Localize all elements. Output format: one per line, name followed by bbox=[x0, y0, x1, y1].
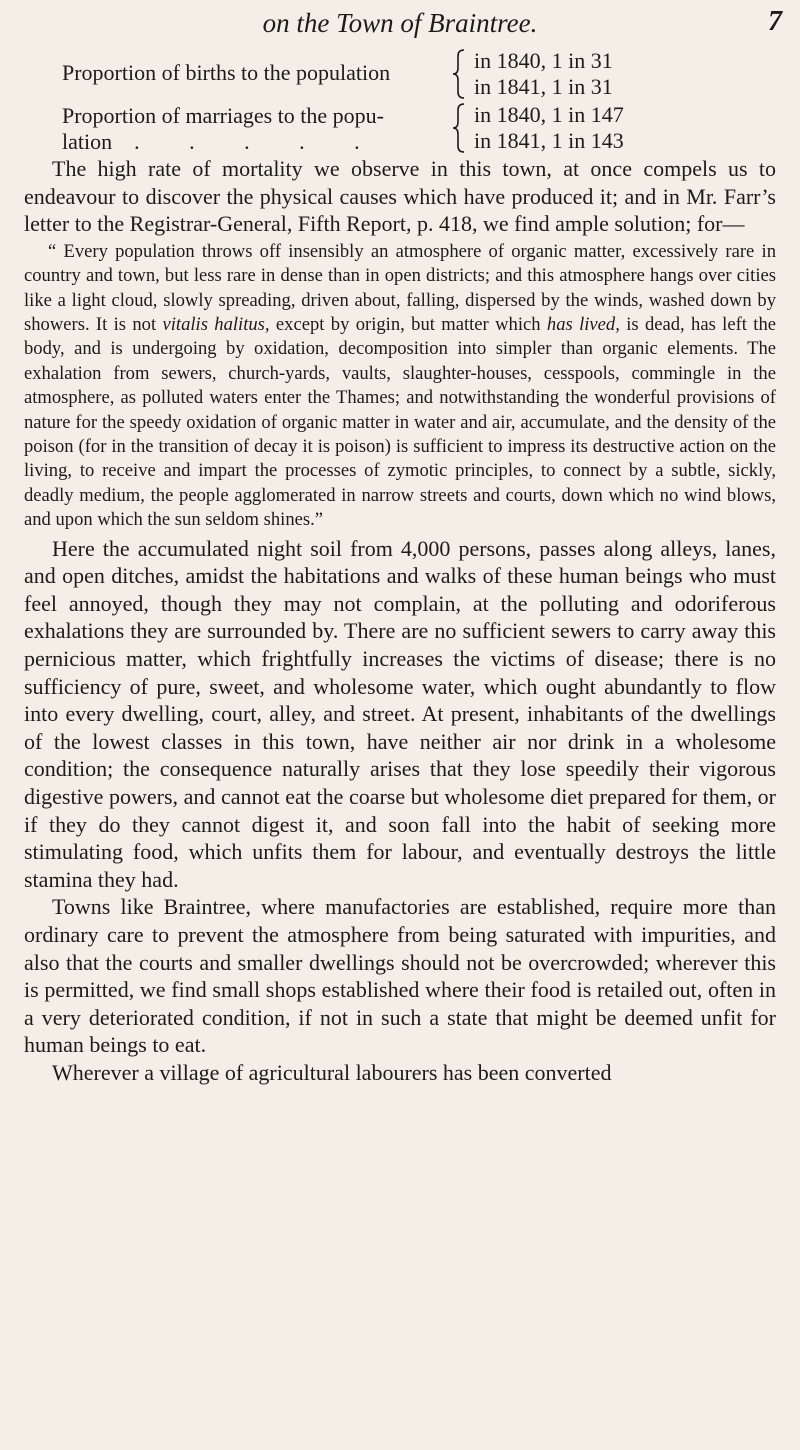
running-head-title: on the Town of Braintree. bbox=[262, 8, 538, 38]
marriages-value-1840: in 1840, 1 in 147 bbox=[474, 102, 624, 127]
births-value-1841: in 1841, 1 in 31 bbox=[474, 74, 613, 99]
marriages-value-1841: in 1841, 1 in 143 bbox=[474, 128, 624, 153]
running-head bbox=[0, 6, 800, 46]
quotation-emphasis-2: has lived, bbox=[546, 314, 620, 335]
left-brace bbox=[452, 102, 466, 154]
marriages-label-line-2: lation bbox=[62, 129, 113, 154]
leader-dots: . . . . . bbox=[134, 129, 382, 154]
births-label: Proportion of births to the population bbox=[62, 60, 391, 85]
births-values bbox=[474, 48, 613, 100]
marriages-label bbox=[62, 103, 452, 155]
quotation-part-2: except by origin, but matter which bbox=[269, 314, 547, 335]
paragraph-mortality: The high rate of mortality we observe in this town, at once compels us to endeavour to discover the physical causes which have produced it; and in Mr. Farr’s letter to the Registrar-General, Fifth Report, p. 418, we find ample solution; for— bbox=[24, 156, 776, 237]
quotation-farr bbox=[24, 240, 776, 533]
marriages-proportion-row bbox=[62, 102, 762, 156]
body-text bbox=[24, 155, 776, 1087]
marriages-values bbox=[474, 102, 624, 154]
statistics-table bbox=[62, 48, 762, 156]
paragraph-towns: Towns like Braintree, where manufactories are established, require more than ordinary care to prevent the atmosphere from being saturated with impurities, and also that the courts and smaller dwellings should not be overcrowded; wherever this is permitted, we find small shops established where their food is retailed out, often in a very deteriorated condition, if not in such a state that might be deemed unfit for human beings to eat. bbox=[24, 894, 776, 1058]
births-proportion-row bbox=[62, 48, 762, 102]
page-number: 7 bbox=[768, 6, 782, 37]
marriages-label-line-1: Proportion of marriages to the popu- bbox=[62, 103, 384, 128]
births-value-1840: in 1840, 1 in 31 bbox=[474, 48, 613, 73]
paragraph-village: Wherever a village of agricultural labourers has been converted bbox=[52, 1059, 612, 1085]
quotation-part-3: is dead, has left the body, and is undergoing by oxidation, decomposition into simpler than organic elements. The exhalation from sewers, church-yards, vaults, slaughter-houses, cesspools, commingle in the atmosphere, as polluted waters enter the Thames; and notwithstanding the wonderful provisions of nature for the speedy oxidation of organic matter in water and air, accumulate, and the density of the poison (for in the transition of decay it is poison) is sufficient to impress its destructive action on the living, to receive and impart the processes of zymotic principles, to connect by a subtle, sickly, deadly medium, the people agglomerated in narrow streets and courts, down which no wind blows, and upon which the sun seldom shines.” bbox=[24, 314, 777, 531]
quotation-emphasis-1: vitalis halitus, bbox=[162, 314, 270, 335]
paragraph-night-soil: Here the accumulated night soil from 4,000 persons, passes along alleys, lanes, and open ditches, amidst the habitations and walks of these human beings who must feel annoyed, though they may not complain, at the polluting and odoriferous exhalations they are surrounded by. There are no sufficient sewers to carry away this pernicious matter, which frightfully increases the victims of disease; there is no sufficiency of pure, sweet, and wholesome water, which ought abundantly to flow into every dwelling, court, alley, and street. At present, inhabitants of the dwellings of the lowest classes in this town, have neither air nor drink in a wholesome condition; the consequence naturally arises that they lose speedily their vigorous digestive powers, and cannot eat the coarse but wholesome diet prepared for them, or if they do they cannot digest it, and soon fall into the habit of seeking more stimulating food, which unfits them for labour, and eventually destroys the little stamina they had. bbox=[24, 535, 776, 892]
left-brace bbox=[452, 48, 466, 100]
quotation-part-1: “ Every population throws off insensibly an atmosphere of organic matter, excessively rare in country and town, but less rare in dense than in open districts; and this atmosphere hangs over cities like a light cloud, slowly spreading, driven about, falling, dispersed by the winds, washed down by showers. It is not bbox=[24, 240, 776, 335]
